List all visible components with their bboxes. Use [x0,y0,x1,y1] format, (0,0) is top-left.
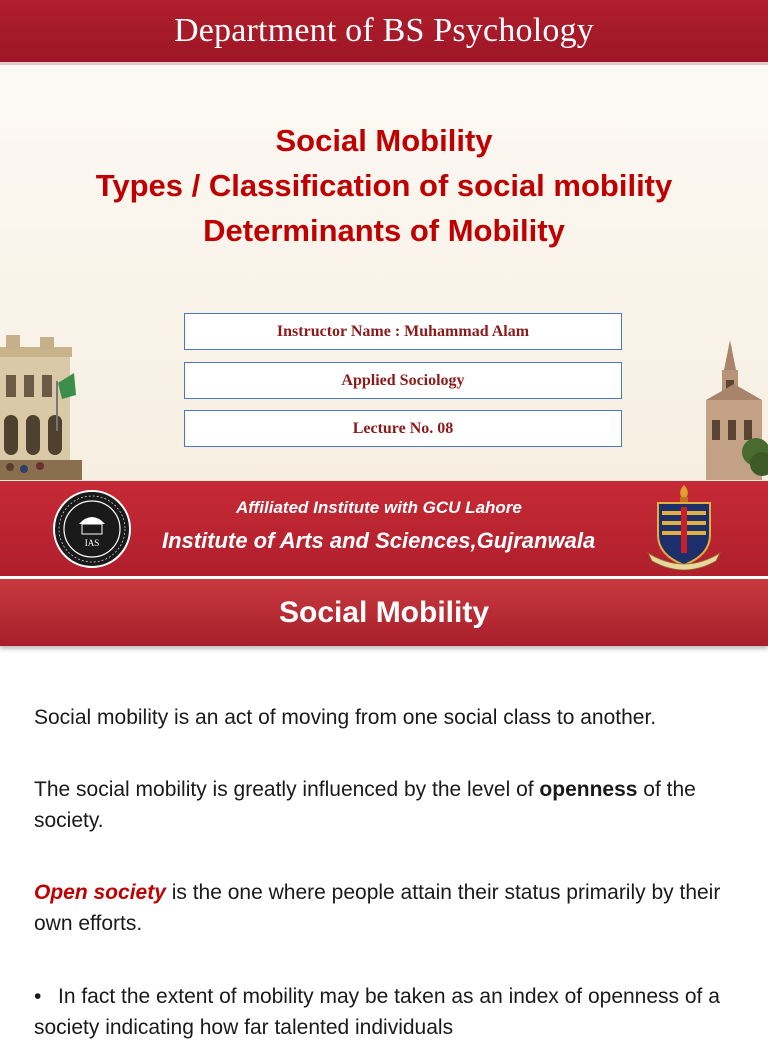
open-society-definition: is the one where people attain their status primarily by their own efforts. [34,881,721,935]
department-banner [0,0,768,65]
campus-building-right-image [698,340,768,480]
lecture-box [184,410,622,447]
instructor-box [184,313,622,350]
slide-titles [0,118,768,253]
institute-seal-logo [53,490,131,568]
open-society-term: Open society [34,881,166,904]
course-name: Applied Sociology [341,371,465,389]
title-line-1: Social Mobility [275,123,493,158]
bullet-text: In fact the extent of mobility may be taken as an index of openness of a society indicating how far talented individuals [34,985,720,1039]
paragraph-open-society [34,877,744,939]
bullet-icon: • [34,985,42,1008]
instructor-name: Instructor Name : Muhammad Alam [276,322,530,340]
slide-title-banner [0,579,768,646]
department-title: Department of BS Psychology [174,12,594,49]
paragraph-openness [34,774,744,836]
campus-building-left-image [0,335,82,480]
gcu-crest-logo [644,483,724,571]
title-line-2: Types / Classification of social mobility [95,168,673,203]
title-line-3: Determinants of Mobility [203,213,565,248]
openness-text-after: of the society. [34,778,696,832]
lecture-number: Lecture No. 08 [352,419,454,437]
bullet-item [34,981,744,1043]
openness-keyword: openness [539,778,638,801]
paragraph-definition: Social mobility is an act of moving from one social class to another. [34,706,657,729]
openness-text-before: The social mobility is greatly influenced by the level of [34,778,540,801]
course-box [184,362,622,399]
institute-name: Institute of Arts and Sciences,Gujranwala [162,528,596,553]
svg-text:IAS: IAS [84,538,100,548]
slide-title: Social Mobility [278,595,490,629]
affiliation-text: Affiliated Institute with GCU Lahore [236,498,522,517]
